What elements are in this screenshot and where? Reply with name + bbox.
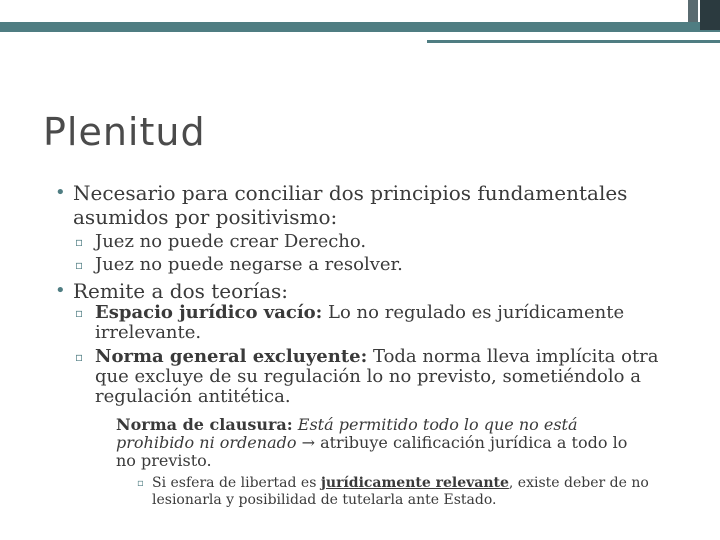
detail-pre: Si esfera de libertad es [152, 475, 321, 491]
theory-desc: Lo no regulado es jurídicamente irrelevante. [95, 302, 625, 343]
sub-bullet-square: ▫ [75, 350, 84, 364]
bullet-dot: • [55, 182, 66, 203]
sub-bullet-text: Juez no puede negarse a resolver. [95, 254, 403, 275]
sub-bullet-negarse [75, 255, 635, 275]
theory-term: Norma general excluyente: [95, 346, 368, 367]
sub-bullet-square: ▫ [75, 258, 84, 272]
clausura-item [116, 416, 646, 470]
theory-text [95, 303, 675, 343]
bullet-dot: • [55, 280, 66, 301]
bullet-text: Necesario para conciliar dos principios fundamentales asumidos por positivismo: [73, 181, 628, 229]
sub-bullet-square: ▫ [75, 235, 84, 249]
arrow-right-icon: → [301, 433, 315, 452]
bullet-text: Remite a dos teorías: [73, 279, 289, 303]
clausura-desc: atribuye calificación jurídica a todo lo no previsto. [116, 433, 628, 470]
sub-bullet-square: ▫ [75, 306, 84, 320]
theory-espacio [75, 303, 675, 343]
theory-text [95, 347, 675, 407]
theory-term: Espacio jurídico vacío: [95, 302, 323, 323]
sub-bullet-crear [75, 232, 635, 252]
clausura-italic: Está permitido todo lo que no está prohibido ni ordenado [116, 415, 578, 452]
clausura-term: Norma de clausura: [116, 415, 293, 434]
bullet-necesario [55, 181, 675, 229]
detail-item [137, 475, 667, 509]
detail-post: , existe deber de no lesionarla y posibilidad de tutelarla ante Estado. [152, 475, 649, 508]
detail-text [152, 475, 667, 509]
bullet-remite [55, 279, 675, 303]
sub-bullet-text: Juez no puede crear Derecho. [95, 231, 367, 252]
slide-title: Plenitud [43, 110, 206, 154]
detail-bullet: ▫ [137, 478, 144, 489]
detail-bold: jurídicamente relevante [320, 475, 509, 491]
theory-desc: Toda norma lleva implícita otra que excluye de su regulación lo no previsto, sometiéndolo a regulación antitética. [95, 346, 659, 407]
theory-norma [75, 347, 675, 407]
